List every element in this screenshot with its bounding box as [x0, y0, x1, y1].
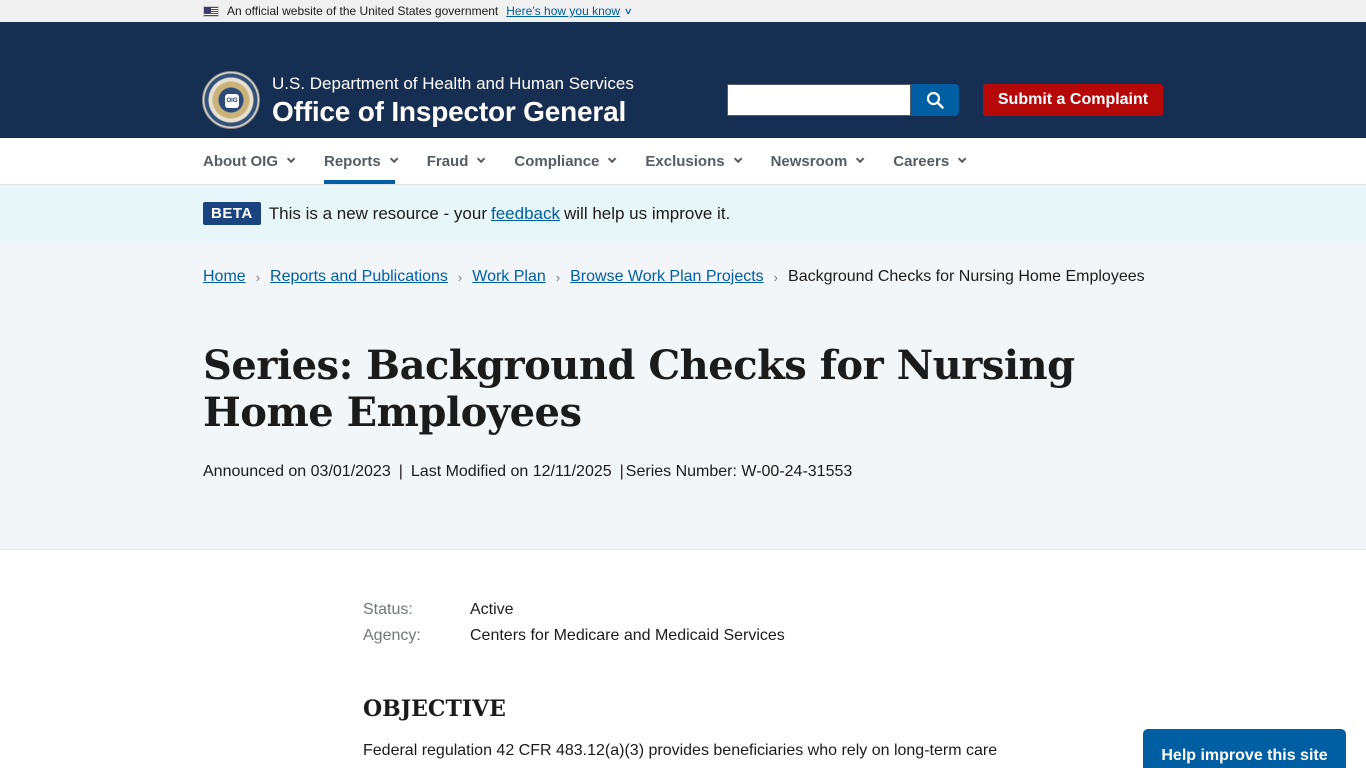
gov-banner	[0, 0, 1366, 22]
nav-label: About OIG	[203, 152, 278, 170]
department-name[interactable]: U.S. Department of Health and Human Services	[272, 74, 634, 93]
nav-item-fraud[interactable]	[427, 138, 483, 184]
nav-label: Newsroom	[770, 152, 848, 170]
chevron-right-icon: ›	[457, 269, 463, 285]
beta-text-after: will help us improve it.	[563, 203, 731, 223]
agency-value: Centers for Medicare and Medicaid Services	[470, 627, 785, 644]
chevron-down-icon	[958, 155, 966, 163]
chevron-down-icon	[287, 155, 295, 163]
oig-seal-logo[interactable]	[202, 71, 260, 129]
search-button[interactable]	[911, 84, 959, 116]
help-improve-button[interactable]: Help improve this site	[1143, 729, 1346, 768]
seal-center: OIG	[225, 94, 239, 108]
nav-label: Exclusions	[645, 152, 725, 170]
nav-item-about-oig[interactable]	[203, 138, 292, 184]
status-label: Status:	[363, 601, 413, 618]
objective-heading: OBJECTIVE	[363, 696, 506, 722]
chevron-right-icon: ›	[555, 269, 561, 285]
breadcrumb-home[interactable]: Home	[203, 268, 246, 285]
modified-date: Last Modified on 12/11/2025	[410, 463, 612, 480]
beta-banner	[0, 185, 1366, 242]
chevron-right-icon: ›	[773, 269, 779, 285]
site-title[interactable]: Office of Inspector General	[272, 96, 627, 127]
nav-label: Reports	[324, 152, 381, 170]
nav-item-newsroom[interactable]	[771, 138, 862, 184]
page-meta	[203, 463, 852, 481]
chevron-down-icon	[733, 155, 741, 163]
nav-item-careers[interactable]	[893, 138, 963, 184]
page-title: Series: Background Checks for Nursing Home Employees	[203, 342, 1075, 436]
chevron-down-icon	[856, 155, 864, 163]
beta-badge: BETA	[203, 202, 261, 225]
gov-banner-text: An official website of the United States government	[227, 4, 499, 18]
nav-label: Fraud	[426, 152, 469, 170]
nav-item-reports[interactable]	[324, 138, 395, 184]
breadcrumb-work-plan[interactable]: Work Plan	[472, 268, 546, 285]
feedback-link[interactable]: feedback	[490, 203, 560, 223]
heres-how-you-know-link[interactable]: Here’s how you know	[506, 4, 621, 18]
site-header	[0, 22, 1366, 138]
status-row	[363, 601, 514, 619]
chevron-down-icon[interactable]: ∨	[623, 5, 634, 16]
search-icon	[926, 91, 944, 109]
chevron-down-icon	[608, 155, 616, 163]
meta-divider: |	[398, 463, 403, 480]
nav-label: Compliance	[514, 152, 600, 170]
page-hero	[0, 242, 1366, 550]
beta-text-before: This is a new resource - your	[268, 203, 487, 223]
search-form	[727, 84, 959, 116]
status-value: Active	[470, 601, 514, 618]
nav-item-exclusions[interactable]	[645, 138, 738, 184]
chevron-right-icon: ›	[255, 269, 261, 285]
submit-complaint-button[interactable]: Submit a Complaint	[983, 84, 1163, 116]
series-number: Series Number: W-00-24-31553	[625, 463, 853, 480]
breadcrumb-current: Background Checks for Nursing Home Employees	[788, 268, 1145, 285]
nav-item-compliance[interactable]	[514, 138, 613, 184]
chevron-down-icon	[477, 155, 485, 163]
chevron-down-icon	[390, 155, 398, 163]
agency-row	[363, 627, 785, 645]
meta-divider: |	[619, 463, 624, 480]
breadcrumb-browse-projects[interactable]: Browse Work Plan Projects	[570, 268, 764, 285]
agency-label: Agency:	[363, 627, 421, 644]
us-flag-icon	[203, 6, 219, 17]
announced-date: Announced on 03/01/2023	[203, 463, 391, 480]
objective-text: Federal regulation 42 CFR 483.12(a)(3) provides beneficiaries who rely on long-term care	[363, 742, 998, 759]
main-nav	[0, 138, 1366, 185]
breadcrumb	[203, 268, 1145, 286]
breadcrumb-reports-publications[interactable]: Reports and Publications	[270, 268, 448, 285]
search-input[interactable]	[727, 84, 911, 116]
nav-label: Careers	[893, 152, 950, 170]
